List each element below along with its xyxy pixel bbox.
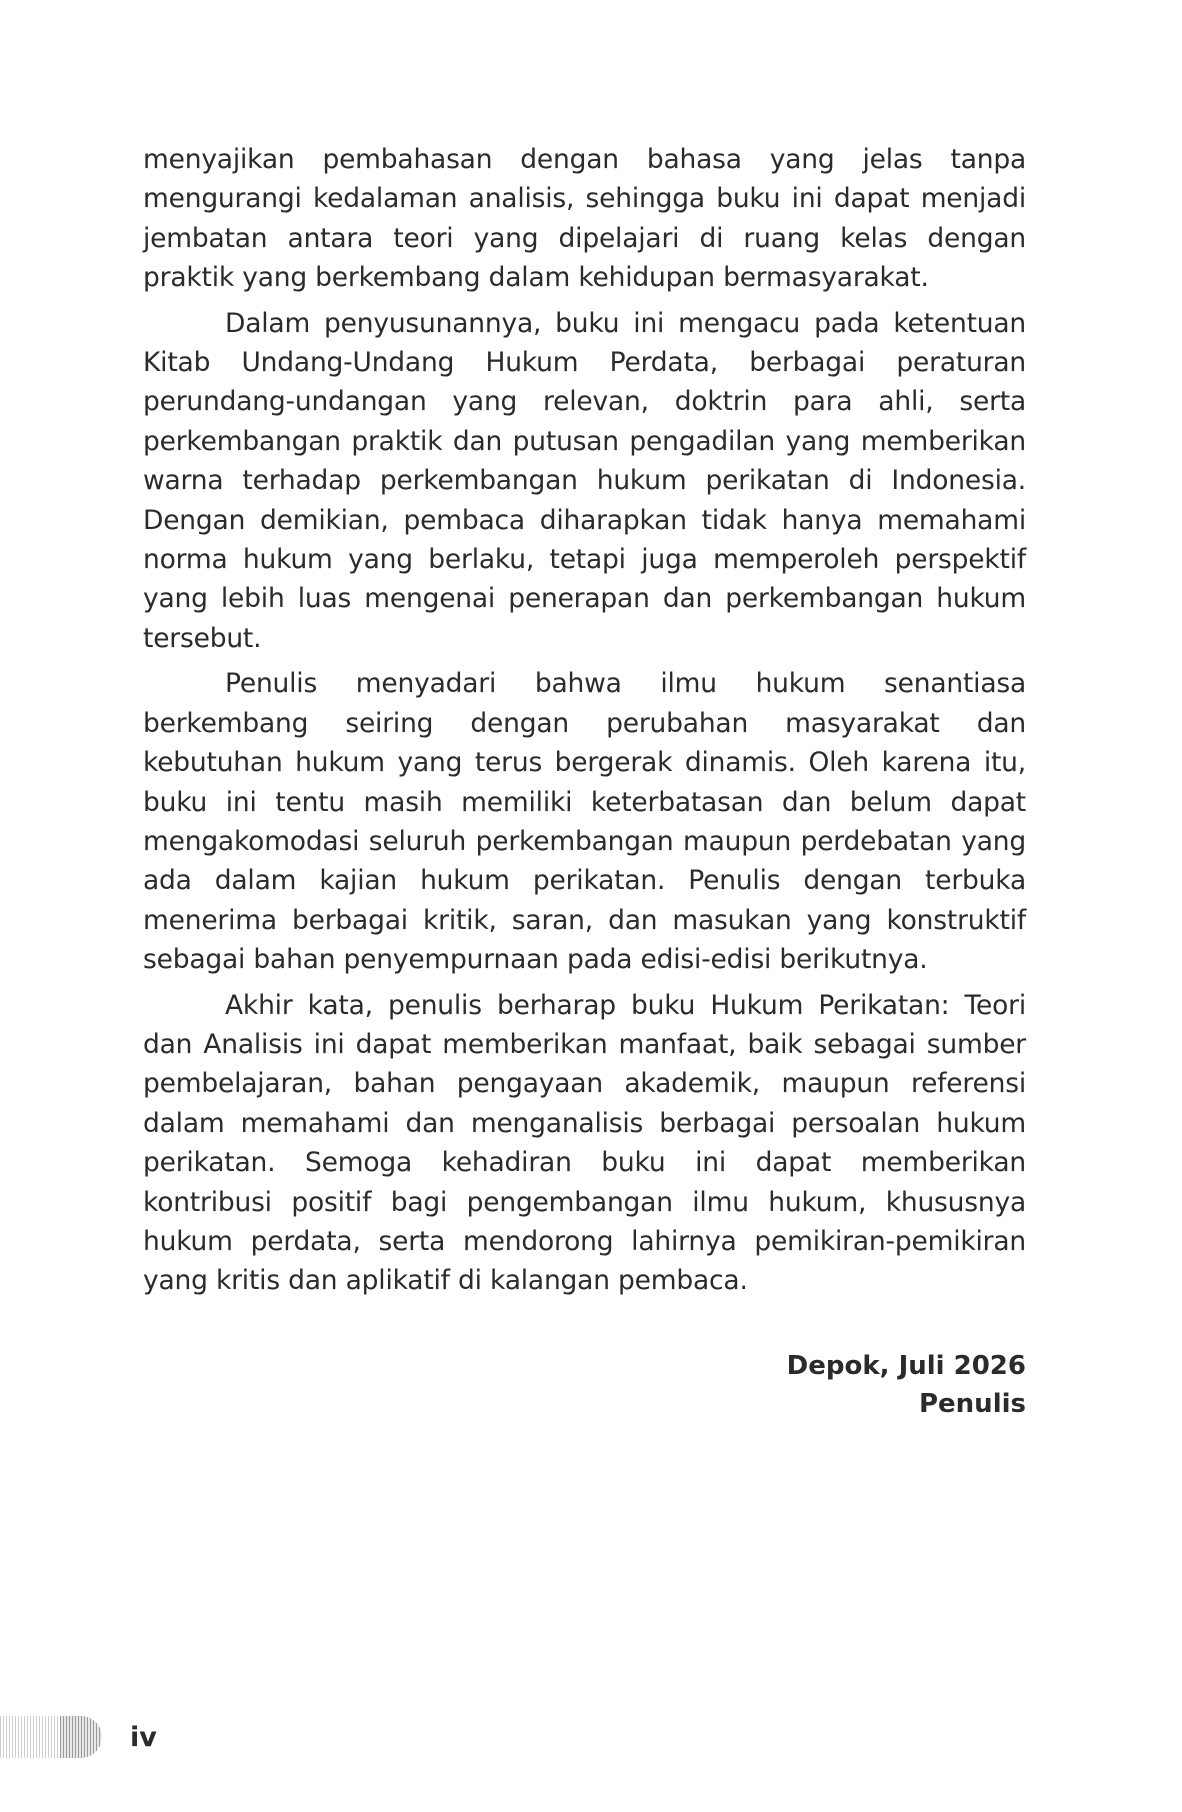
page-number: iv — [130, 1722, 157, 1753]
paragraph-limitations: Penulis menyadari bahwa ilmu hukum senantiasa berkembang seiring dengan perubahan masyarakat dan kebutuhan hukum yang terus bergerak dinamis. Oleh karena itu, buku ini tentu masih memiliki keterbatasan dan belum dapat mengakomodasi seluruh perkembangan maupun perdebatan yang ada dalam kajian hukum perikatan. Penulis dengan terbuka menerima berbagai kritik, saran, dan masukan yang konstruktif sebagai bahan penyempurnaan pada edisi-edisi berikutnya. — [143, 668, 1026, 976]
paragraph-sources: Dalam penyusunannya, buku ini mengacu pada ketentuan Kitab Undang-Undang Hukum Perdata, berbagai peraturan perundang-undangan yang relevan, doktrin para ahli, serta perkembangan praktik dan putusan pengadilan yang memberikan warna terhadap perkembangan hukum perikatan di Indonesia. Dengan demikian, pembaca diharapkan tidak hanya memahami norma hukum yang berlaku, tetapi juga memperoleh perspektif yang lebih luas mengenai penerapan dan perkembangan hukum tersebut. — [143, 307, 1026, 654]
paragraph-closing: Akhir kata, penulis berharap buku Hukum Perikatan: Teori dan Analisis ini dapat memberikan manfaat, baik sebagai sumber pembelajaran, bahan pengayaan akademik, maupun referensi dalam memahami dan menganalisis berbagai persoalan hukum perikatan. Semoga kehadiran buku ini dapat memberikan kontribusi positif bagi pengembangan ilmu hukum, khususnya hukum perdata, serta mendorong lahirnya pemikiran-pemikiran yang kritis dan aplikatif di kalangan pembaca. — [143, 989, 1026, 1297]
page-tab-decoration — [0, 1716, 102, 1758]
signature-place-date: Depok, Juli 2026 — [786, 1351, 1026, 1381]
signature-author: Penulis — [918, 1389, 1026, 1419]
signature-block — [787, 1347, 1026, 1423]
page-body — [143, 140, 1026, 1301]
paragraph-continued: menyajikan pembahasan dengan bahasa yang jelas tanpa mengurangi kedalaman analisis, sehingga buku ini dapat menjadi jembatan antara teori yang dipelajari di ruang kelas dengan praktik yang berkembang dalam kehidupan bermasyarakat. — [143, 144, 1026, 294]
